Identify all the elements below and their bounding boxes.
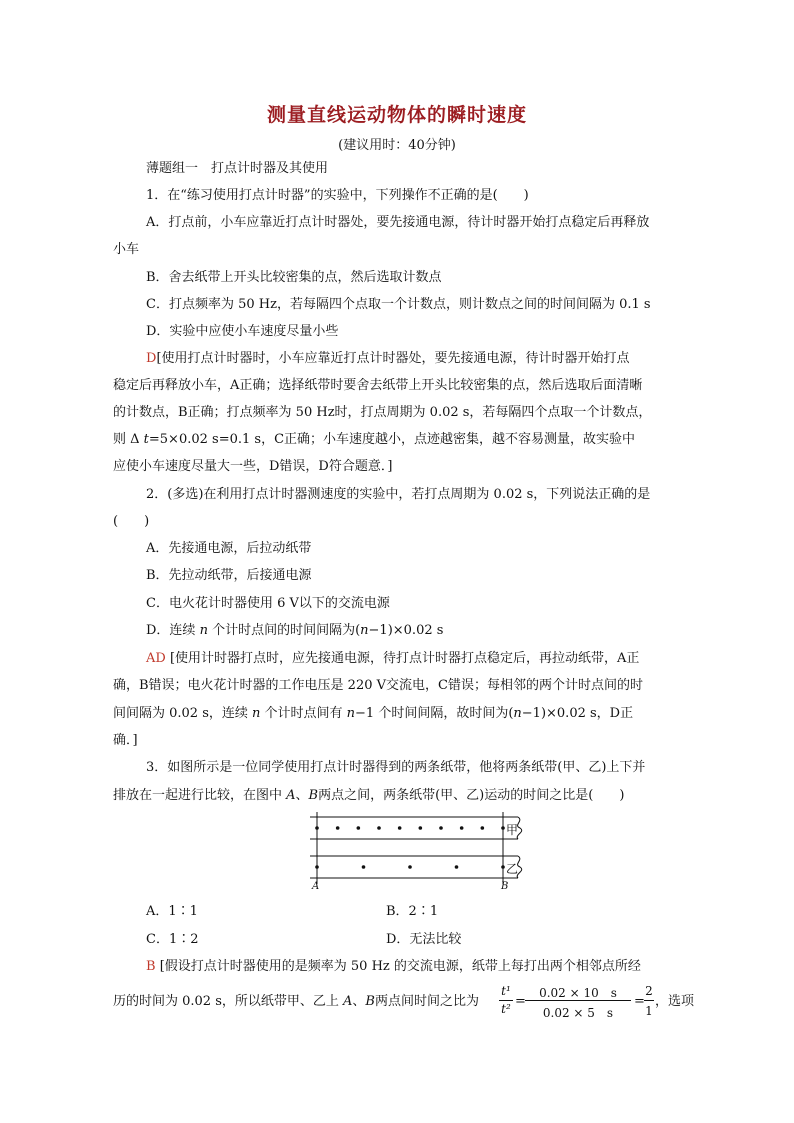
q2-option-a: A．先接通电源，后拉动纸带 — [146, 541, 312, 556]
q3-explanation-line2 — [113, 994, 479, 1010]
tape-yi-dot — [408, 865, 412, 869]
q2-option-c: C．电火花计时器使用 6 V以下的交流电源 — [146, 596, 390, 611]
q2-d-c: −1)×0.02 s — [368, 623, 444, 638]
q1-explanation-line4 — [113, 432, 635, 448]
q2-explanation-line3 — [113, 706, 633, 722]
tape-jia-dot — [460, 826, 464, 830]
q2-explanation-line2: 确，B错误；电火花计时器的工作电压是 220 V交流电，C错误；每相邻的两个计时点间的时 — [113, 678, 643, 693]
q1-option-c: C．打点频率为 50 Hz，若每隔四个点取一个计数点，则计数点之间的时间间隔为 0.1 s — [146, 297, 651, 312]
q3-stem-2A: A — [286, 788, 296, 803]
tape-jia-dot — [481, 826, 485, 830]
frac1-den — [498, 1002, 514, 1016]
frac1-num — [498, 984, 514, 998]
q1-exp-text1: [使用打点计时器时，小车应靠近打点计时器处，要先接通电源，待计时器开始打点 — [156, 351, 630, 366]
q2-exp-3n2: n — [346, 706, 356, 721]
q3-option-b: B．2∶1 — [386, 904, 439, 919]
q2-exp-3b: 个计时点间有 — [260, 706, 347, 721]
q2-exp-3n: n — [252, 706, 261, 721]
tape-jia-dot — [357, 826, 361, 830]
q3-exp-2a: 历的时间为 0.02 s，所以纸带甲、乙上 — [113, 994, 344, 1009]
q3-option-c: C．1∶2 — [146, 932, 199, 947]
frac3-den: 1 — [645, 1004, 653, 1018]
q3-exp-text1: [假设打点计时器使用的是频率为 50 Hz 的交流电源，纸带上每打出两个相邻点所经 — [159, 959, 641, 974]
q1-answer: D — [146, 351, 157, 366]
q1-option-d: D．实验中应使小车速度尽量小些 — [146, 324, 339, 339]
q2-answer: AD — [146, 651, 166, 666]
q2-stem-line2: ( ) — [113, 514, 150, 529]
q1-option-a-line1: A．打点前，小车应靠近打点计时器处，要先接通电源，待计时器开始打点稳定后再释放 — [146, 215, 650, 230]
q2-explanation-line4: 确．] — [113, 733, 138, 748]
label-yi: 乙 — [506, 862, 519, 876]
tape-jia-dot — [419, 826, 423, 830]
q2-exp-3a: 间间隔为 0.02 s，连续 — [113, 706, 253, 721]
q3-exp-tail: ，选项 — [655, 994, 695, 1009]
q1-exp-4c: =5×0.02 s=0.1 s，C正确；小车速度越小，点迹越密集，越不容易测量，故实验中 — [148, 432, 636, 447]
q1-option-a-line2: 小车 — [113, 242, 140, 257]
label-point-a: A — [312, 881, 320, 892]
q2-exp-text1: [使用计时器打点时，应先接通电源，待打点计时器打点稳定后，再拉动纸带，A正 — [169, 651, 640, 666]
q1-option-b: B．舍去纸带上开头比较密集的点，然后选取计数点 — [146, 270, 442, 285]
q3-stem-line1: 3．如图所示是一位同学使用打点计时器得到的两条纸带，他将两条纸带(甲、乙)上下并 — [146, 760, 646, 775]
page-title: 测量直线运动物体的瞬时速度 — [266, 104, 527, 126]
q1-explanation-line1 — [146, 351, 630, 367]
q3-answer: B — [146, 959, 156, 974]
q3-option-d: D．无法比较 — [386, 932, 462, 947]
q1-explanation-line3: 的计数点，B正确；打点频率为 50 Hz时，打点周期为 0.02 s，若每隔四个点取一个计数点， — [113, 405, 652, 420]
tape-yi-dot — [362, 865, 366, 869]
frac1-bar — [499, 1000, 513, 1001]
frac1-den-text: t² — [501, 1002, 511, 1016]
frac-equals-2: = — [634, 994, 645, 1009]
tape-jia — [310, 817, 522, 839]
q1-exp-4t: t — [143, 432, 149, 447]
q3-stem-2a: 排放在一起进行比较，在图中 — [113, 788, 287, 803]
q2-explanation-line1 — [146, 651, 639, 667]
q3-stem-2sep: 、 — [295, 788, 309, 803]
tape-yi-dot — [455, 865, 459, 869]
frac2-num: 0.02 × 10 s — [539, 986, 617, 1000]
q1-explanation-line2: 稳定后再释放小车，A正确；选择纸带时要舍去纸带上开头比较密集的点，然后选取后面清晰 — [113, 378, 643, 393]
q3-stem-line2 — [113, 788, 624, 804]
frac2-den: 0.02 × 5 s — [542, 1006, 614, 1020]
q3-exp-2sep: 、 — [352, 994, 366, 1009]
tape-jia-dot — [439, 826, 443, 830]
frac3-bar — [644, 1000, 654, 1001]
frac2-bar — [525, 1000, 631, 1001]
tape-jia-dot — [336, 826, 340, 830]
q3-explanation-line1 — [146, 959, 641, 975]
label-point-b: B — [501, 881, 509, 892]
q2-exp-3d: −1)×0.02 s，D正 — [521, 706, 634, 721]
frac-equals-1: = — [515, 994, 526, 1009]
q2-option-b: B．先拉动纸带，后接通电源 — [146, 568, 312, 583]
group-heading: 薄题组一 打点计时器及其使用 — [146, 161, 329, 176]
q2-d-b: 个计时点间的时间间隔为( — [207, 623, 361, 638]
q1-explanation-line5: 应使小车速度尽量大一些，D错误，D符合题意．] — [113, 459, 393, 474]
q2-exp-3n3: n — [513, 706, 522, 721]
q2-d-n2: n — [360, 623, 369, 638]
q3-stem-2b: 两点之间，两条纸带(甲、乙)运动的时间之比是( ) — [318, 788, 625, 803]
tape-yi — [310, 856, 522, 878]
q1-stem: 1．在“练习使用打点计时器”的实验中，下列操作不正确的是( ) — [146, 188, 529, 203]
q2-d-a: D．连续 — [146, 623, 200, 638]
q1-exp-4a: 则 Δ — [113, 432, 144, 447]
tape-jia-dot — [398, 826, 402, 830]
q2-exp-3c: −1 个时间间隔，故时间为( — [355, 706, 514, 721]
q2-d-n: n — [199, 623, 208, 638]
frac3-num: 2 — [645, 984, 653, 998]
q3-exp-2B: B — [365, 994, 375, 1009]
q3-exp-2A: A — [343, 994, 353, 1009]
q3-exp-2b: 两点间时间之比为 — [374, 994, 479, 1009]
tape-jia-dot — [377, 826, 381, 830]
frac1-num-text: t¹ — [501, 984, 511, 998]
q3-stem-2B: B — [308, 788, 319, 803]
q2-stem-line1: 2．(多选)在利用打点计时器测速度的实验中，若打点周期为 0.02 s，下列说法正确的是 — [146, 487, 651, 502]
q3-option-a: A．1∶1 — [146, 904, 198, 919]
q2-option-d — [146, 623, 443, 639]
page-subtitle: (建议用时：40分钟) — [338, 138, 456, 153]
label-jia: 甲 — [506, 823, 519, 837]
